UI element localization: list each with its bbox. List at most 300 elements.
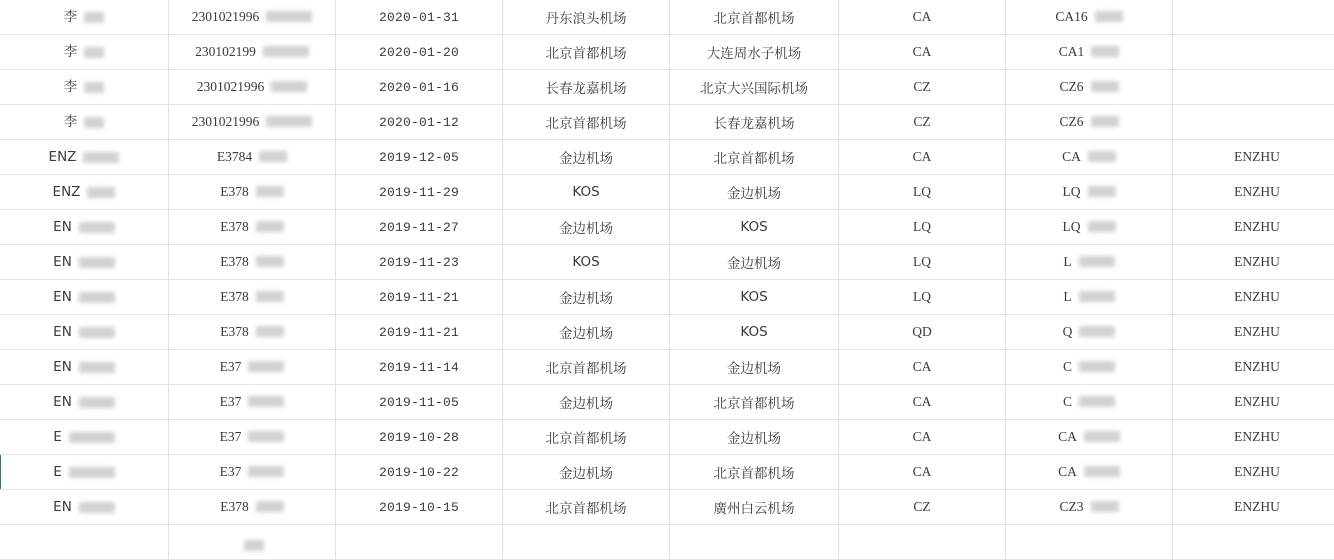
cell-arrival-airport (670, 245, 839, 280)
flight-number-text: L (1063, 255, 1071, 269)
flight-number-text: CA (1058, 465, 1077, 479)
id-number-text: E378 (220, 255, 249, 269)
redacted-block (244, 540, 264, 551)
cell-remark (1173, 105, 1334, 140)
redacted-block (256, 291, 284, 302)
cell-flight-date (336, 105, 503, 140)
table-row[interactable] (0, 105, 1334, 140)
arrival-airport-text: KOS (740, 324, 767, 340)
cell-airline-code (839, 35, 1006, 70)
cell-airline-code (839, 455, 1006, 490)
cell-flight-date (336, 245, 503, 280)
cell-airline-code (839, 350, 1006, 385)
passenger-name-text: E (53, 431, 62, 445)
cell-departure-airport (503, 70, 670, 105)
arrival-airport-text: 北京首都机场 (714, 392, 795, 412)
cell-flight-date (336, 70, 503, 105)
airline-code-text: QD (912, 324, 932, 340)
airline-code-text: CA (913, 429, 932, 445)
cell-passenger-name (0, 280, 169, 315)
redacted-block (84, 82, 104, 93)
cell-id-number (169, 315, 336, 350)
cell-flight-date (336, 525, 503, 560)
flight-date-text: 2020-01-31 (379, 10, 459, 25)
id-number-text: 2301021996 (192, 115, 260, 129)
cell-remark (1173, 210, 1334, 245)
cell-flight-date (336, 280, 503, 315)
cell-flight-number (1006, 70, 1173, 105)
cell-flight-number (1006, 105, 1173, 140)
cell-flight-date (336, 455, 503, 490)
arrival-airport-text: KOS (740, 289, 767, 305)
arrival-airport-text: 金边机场 (727, 182, 781, 202)
flight-date-text: 2019-11-27 (379, 220, 459, 235)
passenger-name-text: 李 (64, 116, 78, 130)
remark-text: ENZHU (1234, 149, 1280, 165)
cell-airline-code (839, 210, 1006, 245)
arrival-airport-text: 北京首都机场 (714, 462, 795, 482)
cell-remark (1173, 490, 1334, 525)
redacted-block (271, 81, 307, 92)
table-row[interactable] (0, 385, 1334, 420)
cell-remark (1173, 315, 1334, 350)
redacted-block (1088, 151, 1116, 162)
remark-text: ENZHU (1234, 219, 1280, 235)
remark-text: ENZHU (1234, 394, 1280, 410)
flight-number-text: CZ6 (1059, 115, 1083, 129)
departure-airport-text: 北京首都机场 (546, 497, 627, 517)
redacted-block (256, 326, 284, 337)
cell-passenger-name (0, 525, 169, 560)
cell-flight-date (336, 315, 503, 350)
cell-remark (1173, 0, 1334, 35)
departure-airport-text: 金边机场 (559, 147, 613, 167)
arrival-airport-text: KOS (740, 219, 767, 235)
flight-date-text: 2019-10-28 (379, 430, 459, 445)
cell-flight-number (1006, 385, 1173, 420)
redacted-block (1095, 11, 1123, 22)
cell-id-number (169, 490, 336, 525)
departure-airport-text: 金边机场 (559, 287, 613, 307)
airline-code-text: CA (913, 394, 932, 410)
flight-number-text: C (1063, 360, 1072, 374)
cell-flight-number (1006, 245, 1173, 280)
id-number-text: E37 (220, 430, 242, 444)
cell-airline-code (839, 70, 1006, 105)
cell-departure-airport (503, 280, 670, 315)
flight-date-text: 2019-11-05 (379, 395, 459, 410)
passenger-name-text: EN (53, 326, 72, 340)
cell-flight-number (1006, 140, 1173, 175)
cell-remark (1173, 455, 1334, 490)
id-number-text: E37 (220, 395, 242, 409)
flight-number-text: CZ3 (1059, 500, 1083, 514)
cell-airline-code (839, 140, 1006, 175)
flight-date-text: 2020-01-12 (379, 115, 459, 130)
cell-id-number (169, 525, 336, 560)
cell-airline-code (839, 245, 1006, 280)
id-number-text: E378 (220, 185, 249, 199)
flight-date-text: 2019-11-21 (379, 290, 459, 305)
flight-date-text: 2019-12-05 (379, 150, 459, 165)
flight-date-text: 2019-11-14 (379, 360, 459, 375)
flight-number-text: Q (1063, 325, 1073, 339)
cell-remark (1173, 175, 1334, 210)
cell-airline-code (839, 175, 1006, 210)
cell-passenger-name (0, 420, 169, 455)
flight-date-text: 2020-01-20 (379, 45, 459, 60)
cell-departure-airport (503, 0, 670, 35)
redacted-block (248, 396, 284, 407)
remark-text: ENZHU (1234, 499, 1280, 515)
redacted-block (1079, 291, 1115, 302)
cell-id-number (169, 105, 336, 140)
id-number-text: 2301021996 (197, 80, 265, 94)
redacted-block (1079, 256, 1115, 267)
cell-remark (1173, 350, 1334, 385)
arrival-airport-text: 金边机场 (727, 357, 781, 377)
cell-arrival-airport (670, 490, 839, 525)
redacted-block (1084, 431, 1120, 442)
id-number-text: E378 (220, 325, 249, 339)
cell-arrival-airport (670, 315, 839, 350)
cell-flight-number (1006, 175, 1173, 210)
passenger-name-text: 李 (64, 46, 78, 60)
id-number-text: 230102199 (195, 45, 256, 59)
departure-airport-text: 金边机场 (559, 322, 613, 342)
cell-departure-airport (503, 490, 670, 525)
departure-airport-text: KOS (572, 254, 599, 270)
redacted-block (256, 186, 284, 197)
cell-id-number (169, 140, 336, 175)
departure-airport-text: 北京首都机场 (546, 357, 627, 377)
passenger-name-text: 李 (64, 11, 78, 25)
cell-departure-airport (503, 245, 670, 280)
cell-passenger-name (0, 35, 169, 70)
airline-code-text: CA (913, 44, 932, 60)
cell-remark (1173, 140, 1334, 175)
cell-id-number (169, 350, 336, 385)
departure-airport-text: 长春龙嘉机场 (546, 77, 627, 97)
remark-text: ENZHU (1234, 359, 1280, 375)
cell-flight-number (1006, 455, 1173, 490)
departure-airport-text: 北京首都机场 (546, 427, 627, 447)
cell-id-number (169, 385, 336, 420)
redacted-block (1079, 396, 1115, 407)
redacted-block (84, 117, 104, 128)
redacted-block (69, 432, 115, 443)
cell-flight-number (1006, 420, 1173, 455)
cell-departure-airport (503, 35, 670, 70)
remark-text: ENZHU (1234, 289, 1280, 305)
redacted-block (1091, 501, 1119, 512)
passenger-name-text: EN (53, 501, 72, 515)
arrival-airport-text: 北京首都机场 (714, 147, 795, 167)
cell-arrival-airport (670, 350, 839, 385)
cell-airline-code (839, 385, 1006, 420)
flight-date-text: 2020-01-16 (379, 80, 459, 95)
arrival-airport-text: 长春龙嘉机场 (714, 112, 795, 132)
cell-departure-airport (503, 105, 670, 140)
flight-number-text: LQ (1063, 185, 1081, 199)
cell-airline-code (839, 525, 1006, 560)
cell-arrival-airport (670, 385, 839, 420)
redacted-block (266, 116, 312, 127)
cell-flight-date (336, 420, 503, 455)
flight-number-text: CA (1062, 150, 1081, 164)
airline-code-text: LQ (913, 219, 931, 235)
passenger-name-text: E (53, 466, 62, 480)
redacted-block (1088, 221, 1116, 232)
cell-flight-number (1006, 280, 1173, 315)
cell-passenger-name (0, 105, 169, 140)
cell-arrival-airport (670, 0, 839, 35)
remark-text: ENZHU (1234, 254, 1280, 270)
departure-airport-text: 金边机场 (559, 217, 613, 237)
redacted-block (69, 467, 115, 478)
airline-code-text: LQ (913, 289, 931, 305)
cell-remark (1173, 280, 1334, 315)
departure-airport-text: 北京首都机场 (546, 112, 627, 132)
cell-remark (1173, 525, 1334, 560)
cell-airline-code (839, 280, 1006, 315)
id-number-text: E378 (220, 220, 249, 234)
cell-airline-code (839, 105, 1006, 140)
cell-arrival-airport (670, 175, 839, 210)
cell-departure-airport (503, 455, 670, 490)
flight-number-text: CA (1058, 430, 1077, 444)
remark-text: ENZHU (1234, 464, 1280, 480)
arrival-airport-text: 金边机场 (727, 427, 781, 447)
redacted-block (1079, 361, 1115, 372)
cell-id-number (169, 280, 336, 315)
cell-flight-date (336, 350, 503, 385)
departure-airport-text: 北京首都机场 (546, 42, 627, 62)
airline-code-text: LQ (913, 254, 931, 270)
redacted-block (79, 362, 115, 373)
table-row[interactable] (0, 315, 1334, 350)
cell-passenger-name (0, 210, 169, 245)
cell-passenger-name (0, 175, 169, 210)
cell-arrival-airport (670, 420, 839, 455)
redacted-block (83, 152, 119, 163)
cell-flight-date (336, 490, 503, 525)
flight-date-text: 2019-11-29 (379, 185, 459, 200)
redacted-block (256, 256, 284, 267)
cell-id-number (169, 245, 336, 280)
cell-arrival-airport (670, 280, 839, 315)
airline-code-text: LQ (913, 184, 931, 200)
passenger-name-text: EN (53, 291, 72, 305)
flight-date-text: 2019-11-21 (379, 325, 459, 340)
redacted-block (79, 222, 115, 233)
remark-text: ENZHU (1234, 184, 1280, 200)
flight-number-text: C (1063, 395, 1072, 409)
cell-passenger-name (0, 490, 169, 525)
cell-flight-number (1006, 350, 1173, 385)
cell-remark (1173, 245, 1334, 280)
table-row[interactable] (0, 525, 1334, 560)
cell-airline-code (839, 315, 1006, 350)
cell-departure-airport (503, 140, 670, 175)
redacted-block (1091, 46, 1119, 57)
cell-airline-code (839, 0, 1006, 35)
id-number-text: E378 (220, 290, 249, 304)
cell-flight-date (336, 385, 503, 420)
table-row[interactable] (0, 350, 1334, 385)
redacted-block (79, 292, 115, 303)
cell-passenger-name (0, 0, 169, 35)
redacted-block (1091, 116, 1119, 127)
redacted-block (84, 47, 104, 58)
table-row[interactable] (0, 210, 1334, 245)
cell-id-number (169, 70, 336, 105)
airline-code-text: CZ (913, 79, 930, 95)
cell-id-number (169, 420, 336, 455)
redacted-block (259, 151, 287, 162)
passenger-name-text: EN (53, 396, 72, 410)
table-row[interactable] (0, 0, 1334, 35)
cell-departure-airport (503, 175, 670, 210)
redacted-block (84, 12, 104, 23)
redacted-block (248, 431, 284, 442)
arrival-airport-text: 金边机场 (727, 252, 781, 272)
remark-text: ENZHU (1234, 429, 1280, 445)
id-number-text: E37 (220, 360, 242, 374)
airline-code-text: CA (913, 149, 932, 165)
table-row[interactable] (0, 455, 1334, 490)
flight-number-text: CZ6 (1059, 80, 1083, 94)
cell-departure-airport (503, 385, 670, 420)
redacted-block (248, 361, 284, 372)
redacted-block (248, 466, 284, 477)
flight-date-text: 2019-10-15 (379, 500, 459, 515)
airline-code-text: CA (913, 9, 932, 25)
cell-departure-airport (503, 525, 670, 560)
redacted-block (266, 11, 312, 22)
cell-arrival-airport (670, 35, 839, 70)
airline-code-text: CZ (913, 499, 930, 515)
cell-airline-code (839, 420, 1006, 455)
arrival-airport-text: 北京首都机场 (714, 7, 795, 27)
table-row[interactable] (0, 70, 1334, 105)
arrival-airport-text: 北京大兴国际机场 (700, 77, 808, 97)
cell-departure-airport (503, 350, 670, 385)
cell-departure-airport (503, 315, 670, 350)
cell-arrival-airport (670, 70, 839, 105)
cell-remark (1173, 35, 1334, 70)
flight-date-text: 2019-11-23 (379, 255, 459, 270)
cell-passenger-name (0, 245, 169, 280)
cell-id-number (169, 35, 336, 70)
id-number-text: 2301021996 (192, 10, 260, 24)
table-row[interactable] (0, 280, 1334, 315)
flight-date-text: 2019-10-22 (379, 465, 459, 480)
departure-airport-text: KOS (572, 184, 599, 200)
cell-passenger-name (0, 385, 169, 420)
cell-passenger-name (0, 350, 169, 385)
cell-passenger-name (0, 455, 169, 490)
redacted-block (1091, 81, 1119, 92)
id-number-text: E378 (220, 500, 249, 514)
cell-id-number (169, 455, 336, 490)
passenger-name-text: EN (53, 256, 72, 270)
cell-passenger-name (0, 315, 169, 350)
redacted-block (79, 397, 115, 408)
passenger-name-text: EN (53, 361, 72, 375)
redacted-block (87, 187, 115, 198)
airline-code-text: CZ (913, 114, 930, 130)
cell-flight-number (1006, 210, 1173, 245)
cell-id-number (169, 175, 336, 210)
cell-flight-number (1006, 315, 1173, 350)
passenger-name-text: ENZ (53, 186, 81, 200)
redacted-block (1079, 326, 1115, 337)
airline-code-text: CA (913, 359, 932, 375)
cell-flight-date (336, 210, 503, 245)
table-row[interactable] (0, 175, 1334, 210)
cell-arrival-airport (670, 140, 839, 175)
table-row[interactable] (0, 490, 1334, 525)
flight-number-text: L (1063, 290, 1071, 304)
cell-arrival-airport (670, 525, 839, 560)
table-row[interactable] (0, 140, 1334, 175)
cell-departure-airport (503, 210, 670, 245)
cell-airline-code (839, 490, 1006, 525)
cell-remark (1173, 385, 1334, 420)
cell-departure-airport (503, 420, 670, 455)
flight-number-text: LQ (1063, 220, 1081, 234)
redacted-block (1088, 186, 1116, 197)
cell-id-number (169, 210, 336, 245)
table-row[interactable] (0, 245, 1334, 280)
cell-passenger-name (0, 140, 169, 175)
departure-airport-text: 丹东浪头机场 (546, 7, 627, 27)
table-row[interactable] (0, 420, 1334, 455)
cell-flight-number (1006, 0, 1173, 35)
airline-code-text: CA (913, 464, 932, 480)
cell-flight-date (336, 0, 503, 35)
cell-flight-date (336, 140, 503, 175)
redacted-block (79, 327, 115, 338)
cell-flight-number (1006, 490, 1173, 525)
id-number-text: E3784 (217, 150, 252, 164)
flight-number-text: CA16 (1055, 10, 1087, 24)
arrival-airport-text: 大连周水子机场 (707, 42, 802, 62)
redacted-block (79, 502, 115, 513)
remark-text: ENZHU (1234, 324, 1280, 340)
redacted-block (256, 221, 284, 232)
cell-id-number (169, 0, 336, 35)
table-row[interactable] (0, 35, 1334, 70)
flight-number-text: CA1 (1059, 45, 1085, 59)
passenger-name-text: EN (53, 221, 72, 235)
cell-remark (1173, 70, 1334, 105)
departure-airport-text: 金边机场 (559, 392, 613, 412)
cell-flight-number (1006, 35, 1173, 70)
redacted-block (1084, 466, 1120, 477)
passenger-name-text: 李 (64, 81, 78, 95)
cell-flight-date (336, 175, 503, 210)
cell-arrival-airport (670, 455, 839, 490)
cell-flight-number (1006, 525, 1173, 560)
redacted-block (263, 46, 309, 57)
id-number-text: E37 (220, 465, 242, 479)
cell-arrival-airport (670, 105, 839, 140)
redacted-block (256, 501, 284, 512)
redacted-block (79, 257, 115, 268)
cell-remark (1173, 420, 1334, 455)
